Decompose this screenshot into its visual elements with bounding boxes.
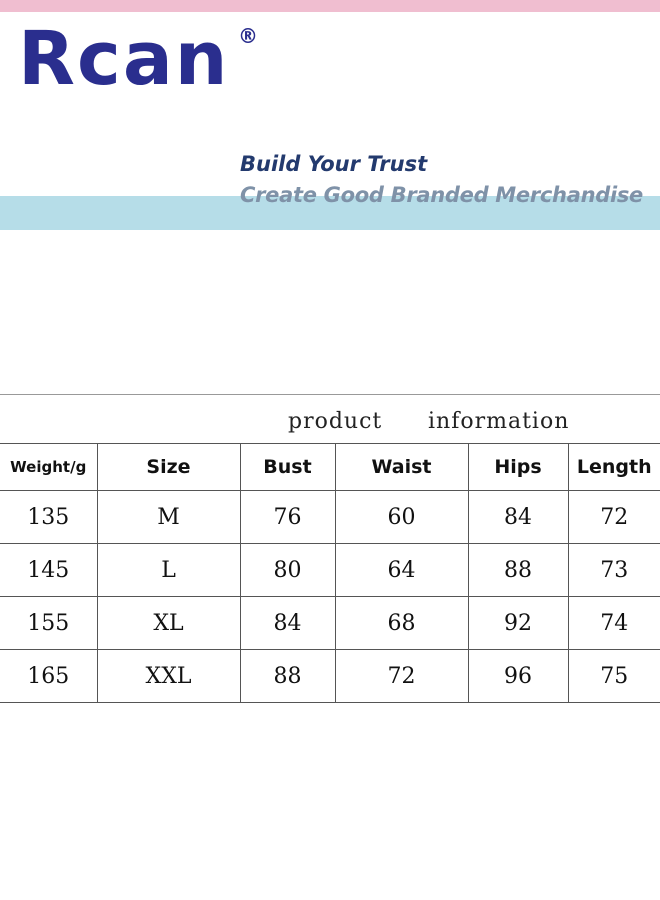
table-row: [0, 650, 660, 703]
slogan-line-2: Create Good Branded Merchandise: [240, 183, 643, 207]
cell-hips: 92: [468, 597, 568, 650]
brand-logo: [18, 14, 229, 104]
cell-bust: 84: [240, 597, 335, 650]
size-table: [0, 443, 660, 703]
cell-weight: 165: [0, 650, 97, 703]
header-weight: Weight/g: [0, 444, 97, 491]
cell-waist: 72: [335, 650, 468, 703]
header-length: Length: [568, 444, 660, 491]
slogan-line-1: Build Your Trust: [240, 152, 428, 176]
table-header-row: [0, 444, 660, 491]
registered-mark: ®: [238, 24, 258, 48]
cell-size: XXL: [97, 650, 240, 703]
cell-length: 74: [568, 597, 660, 650]
cell-length: 73: [568, 544, 660, 597]
cell-bust: 88: [240, 650, 335, 703]
product-info-title: [0, 394, 660, 443]
cell-size: XL: [97, 597, 240, 650]
cell-length: 75: [568, 650, 660, 703]
cell-length: 72: [568, 491, 660, 544]
cell-weight: 155: [0, 597, 97, 650]
cell-size: M: [97, 491, 240, 544]
header-size: Size: [97, 444, 240, 491]
cell-hips: 88: [468, 544, 568, 597]
table-row: [0, 597, 660, 650]
cell-waist: 64: [335, 544, 468, 597]
header-hips: Hips: [468, 444, 568, 491]
cell-hips: 84: [468, 491, 568, 544]
info-word-product: product: [288, 409, 383, 434]
info-word-information: information: [428, 409, 570, 434]
cell-size: L: [97, 544, 240, 597]
table-row: [0, 544, 660, 597]
top-pink-bar: [0, 0, 660, 12]
cell-bust: 76: [240, 491, 335, 544]
logo-text: Rcan: [18, 16, 230, 102]
header-waist: Waist: [335, 444, 468, 491]
cell-weight: 135: [0, 491, 97, 544]
cell-waist: 60: [335, 491, 468, 544]
table-row: [0, 491, 660, 544]
cell-hips: 96: [468, 650, 568, 703]
cell-weight: 145: [0, 544, 97, 597]
cell-bust: 80: [240, 544, 335, 597]
cell-waist: 68: [335, 597, 468, 650]
header-bust: Bust: [240, 444, 335, 491]
